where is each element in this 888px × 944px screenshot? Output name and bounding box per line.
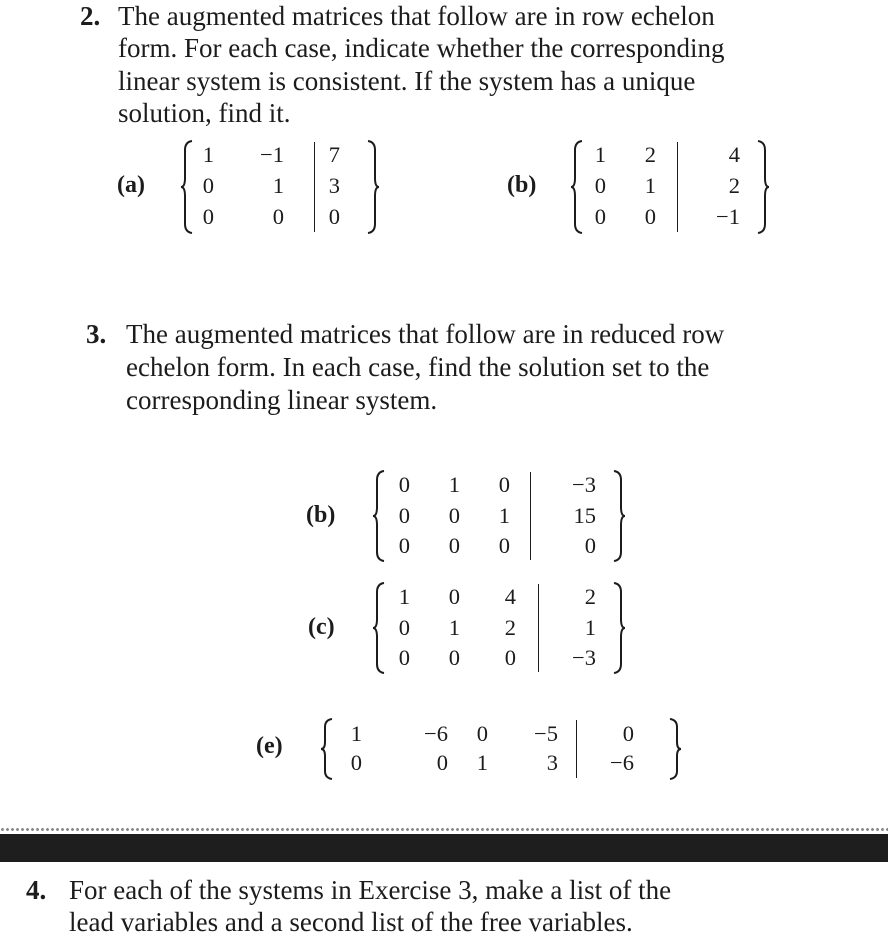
problem-text-line: The augmented matrices that follow are in reduced row <box>126 319 725 349</box>
matrix-entry: −3 <box>572 472 596 497</box>
matrix-entry: 7 <box>328 142 340 167</box>
matrix-entry: 1 <box>448 615 460 640</box>
problem-2 <box>80 0 880 135</box>
matrix-entry: 1 <box>498 503 510 528</box>
problem-text-line: echelon form. In each case, find the solution set to the <box>126 352 710 382</box>
matrix-entry: −6 <box>610 750 634 775</box>
left-bracket <box>372 582 386 674</box>
matrix-entry: 15 <box>573 503 596 528</box>
augment-divider <box>314 142 315 232</box>
problem-text-line: linear system is consistent. If the system has a unique <box>118 66 696 96</box>
part-label: (b) <box>507 172 537 198</box>
augment-divider <box>538 584 539 672</box>
problem-4 <box>26 874 886 940</box>
problem-number: 2. <box>80 1 101 31</box>
matrix-entry: 1 <box>476 750 488 775</box>
matrix-entry: −3 <box>572 645 596 670</box>
left-bracket <box>180 140 194 234</box>
matrix-entry: 1 <box>644 173 656 198</box>
augmented-matrix-3b <box>372 470 626 562</box>
matrix-entry: 2 <box>584 584 596 609</box>
augment-divider <box>576 720 577 778</box>
matrix-entry: 0 <box>398 533 410 558</box>
part-label: (e) <box>256 733 283 759</box>
matrix-entry: 1 <box>272 173 284 198</box>
problem-3 <box>86 318 886 418</box>
matrix-entry: 0 <box>476 721 488 746</box>
matrix-entry: 0 <box>398 472 410 497</box>
matrix-entry: 0 <box>398 503 410 528</box>
matrix-entry: 0 <box>436 750 448 775</box>
matrix-entry: 0 <box>398 615 410 640</box>
matrix-entry: 1 <box>350 721 362 746</box>
right-bracket <box>756 140 770 234</box>
augmented-matrix-3c <box>372 582 626 674</box>
augmented-matrix-2a <box>180 140 380 234</box>
matrix-entry: 0 <box>584 533 596 558</box>
matrix-entry: 3 <box>546 750 558 775</box>
matrix-entry: 0 <box>622 721 634 746</box>
right-bracket <box>668 718 682 780</box>
problem-text-line: corresponding linear system. <box>126 385 438 415</box>
matrix-entry: 3 <box>328 173 340 198</box>
part-label: (c) <box>308 614 335 640</box>
left-bracket <box>320 718 334 780</box>
right-bracket <box>612 470 626 562</box>
matrix-entry: 0 <box>448 584 460 609</box>
matrix-entry: 1 <box>202 142 214 167</box>
right-bracket <box>366 140 380 234</box>
augment-divider <box>530 472 531 560</box>
matrix-entry: 1 <box>448 472 460 497</box>
matrix-entry: 4 <box>728 142 740 167</box>
problem-text-line: For each of the systems in Exercise 3, make a list of the <box>69 875 672 905</box>
matrix-entry: −1 <box>260 142 284 167</box>
augmented-matrix-2b <box>570 140 770 234</box>
matrix-entry: 1 <box>584 615 596 640</box>
matrix-entry: 0 <box>594 173 606 198</box>
augment-divider <box>677 142 678 232</box>
matrix-entry: 0 <box>498 472 510 497</box>
problem-number: 4. <box>26 875 47 905</box>
dark-band <box>0 834 888 862</box>
matrix-entry: 2 <box>728 173 740 198</box>
matrix-entry: 0 <box>350 750 362 775</box>
matrix-entry: 0 <box>448 533 460 558</box>
problem-text-line: The augmented matrices that follow are in row echelon <box>118 1 715 31</box>
matrix-entry: 0 <box>398 645 410 670</box>
matrix-entry: 0 <box>644 204 656 229</box>
matrix-entry: 4 <box>504 584 516 609</box>
matrix-entry: 0 <box>272 204 284 229</box>
matrix-entry: 2 <box>644 142 656 167</box>
matrix-entry: 0 <box>202 173 214 198</box>
matrix-entry: 0 <box>498 533 510 558</box>
matrix-entry: 1 <box>594 142 606 167</box>
part-label: (a) <box>117 172 145 198</box>
problem-text-line: form. For each case, indicate whether the corresponding <box>118 33 725 63</box>
matrix-entry: 0 <box>448 503 460 528</box>
augmented-matrix-3e <box>320 718 682 780</box>
matrix-entry: −6 <box>424 721 448 746</box>
matrix-entry: 0 <box>328 204 340 229</box>
matrix-entry: 2 <box>504 615 516 640</box>
right-bracket <box>612 582 626 674</box>
dotted-divider <box>0 825 888 834</box>
matrix-entry: 0 <box>594 204 606 229</box>
problem-text-line: lead variables and a second list of the free variables. <box>69 907 633 937</box>
matrix-entry: −1 <box>716 204 740 229</box>
left-bracket <box>372 470 386 562</box>
matrix-entry: 0 <box>448 645 460 670</box>
matrix-entry: 1 <box>398 584 410 609</box>
left-bracket <box>570 140 584 234</box>
matrix-entry: −5 <box>534 721 558 746</box>
matrix-entry: 0 <box>202 204 214 229</box>
part-label: (b) <box>306 502 336 528</box>
problem-number: 3. <box>86 319 107 349</box>
problem-text-line: solution, find it. <box>118 98 291 128</box>
matrix-entry: 0 <box>504 645 516 670</box>
